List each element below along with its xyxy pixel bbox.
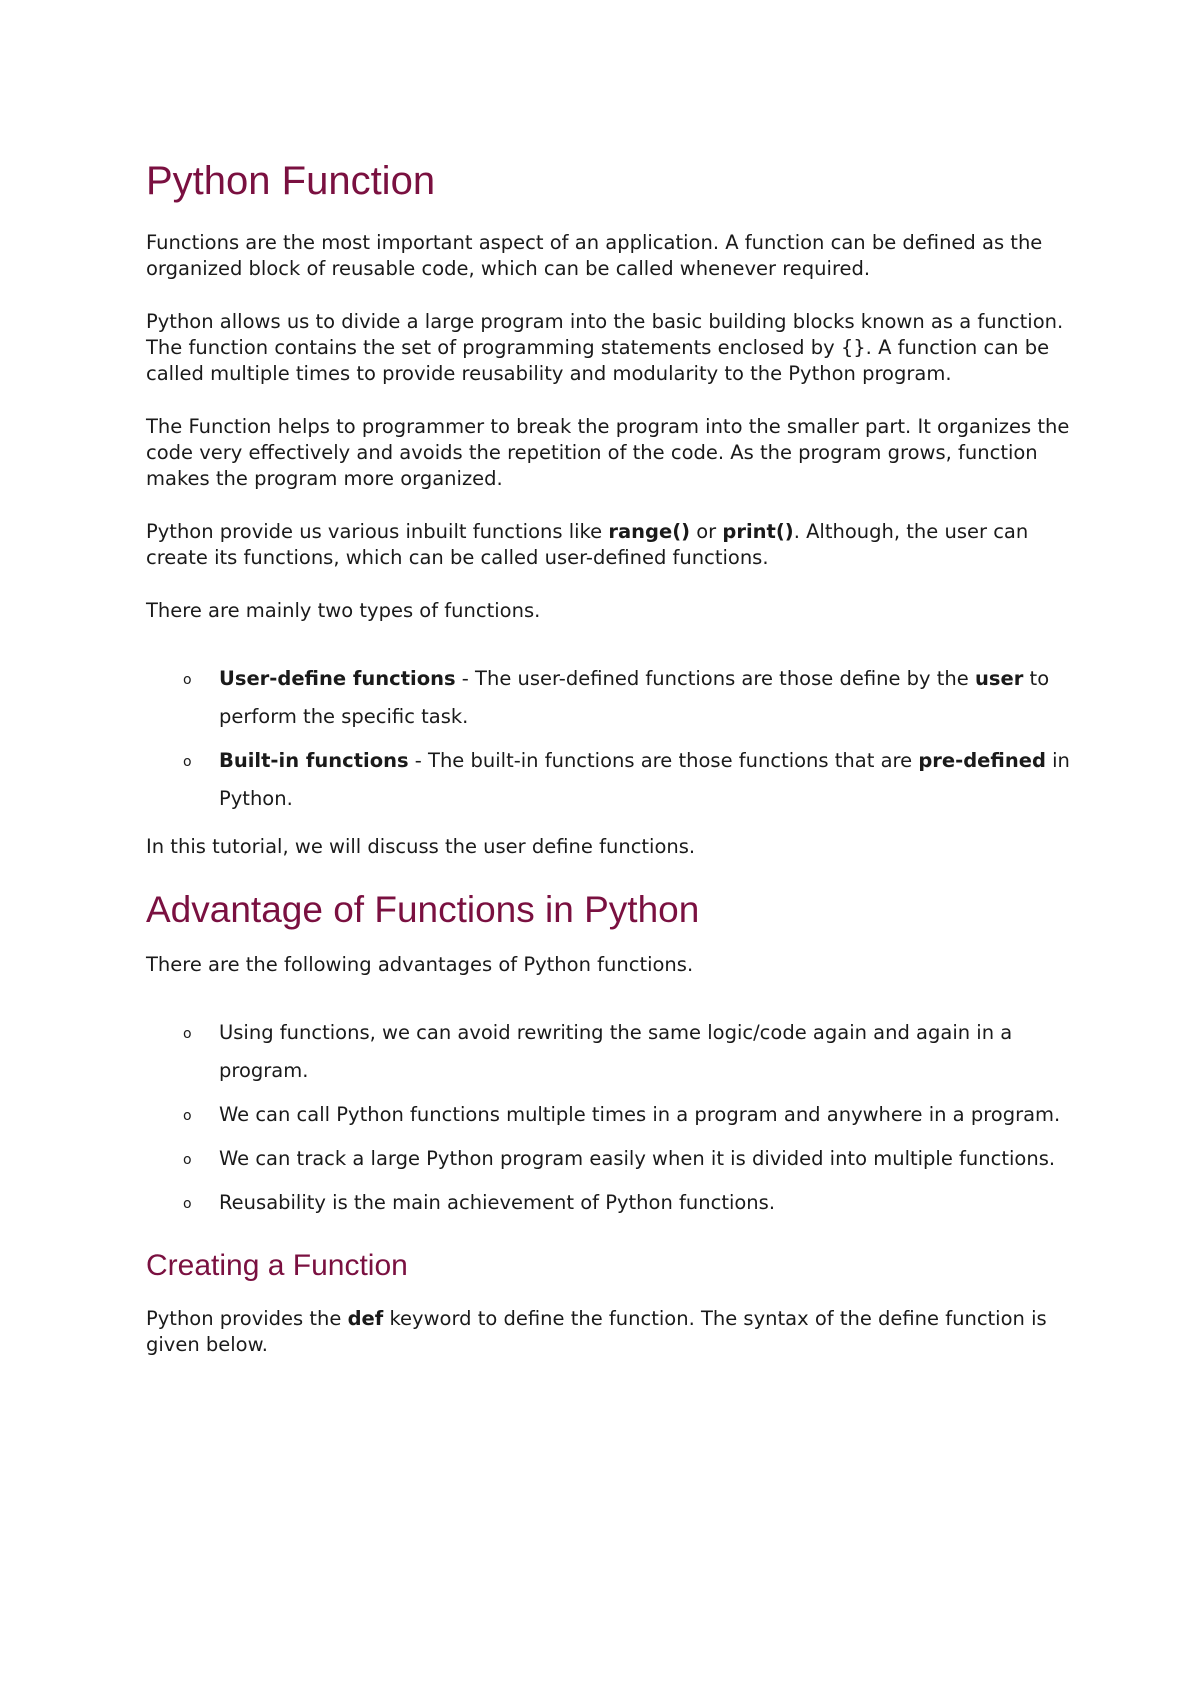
bullet-icon: o [183, 1108, 192, 1124]
creating-paragraph [146, 1306, 1076, 1358]
bullet-icon: o [183, 754, 192, 770]
document-page [146, 150, 1076, 1385]
intro-paragraph-6: In this tutorial, we will discuss the user define functions. [146, 835, 696, 858]
list-item [146, 1140, 1076, 1178]
intro-paragraph-3: The Function helps to programmer to break the program into the smaller part. It organizes the code very effectively and avoids the repetition of the code. As the program grows, function makes the program more organized. [146, 415, 1070, 490]
list-item-term: Built-in functions [219, 749, 409, 772]
intro-p4-after: . Although, the user can create its functions, which can be called user-defined functions. [146, 520, 1029, 569]
list-item [146, 1096, 1076, 1134]
list-item-strong: pre-defined [918, 749, 1046, 772]
intro-paragraph-1: Functions are the most important aspect of an application. A function can be defined as the organized block of reusable code, which can be called whenever required. [146, 231, 1043, 280]
advantage-heading: Advantage of Functions in Python [146, 889, 700, 930]
list-item-text-end: to perform the specific task. [219, 667, 1050, 728]
list-item [146, 1184, 1076, 1222]
list-item-text: Reusability is the main achievement of Python functions. [219, 1191, 776, 1214]
creating-p-before: Python provides the [146, 1307, 348, 1330]
intro-paragraph-5: There are mainly two types of functions. [146, 599, 541, 622]
list-item [146, 1014, 1076, 1090]
list-item-text: We can track a large Python program easily when it is divided into multiple functions. [219, 1147, 1056, 1170]
bullet-icon: o [183, 1026, 192, 1042]
intro-p4-mid: or [690, 520, 723, 543]
creating-p-after: keyword to define the function. The syntax of the define function is given below. [146, 1307, 1047, 1356]
list-item-text: We can call Python functions multiple times in a program and anywhere in a program. [219, 1103, 1061, 1126]
creating-heading: Creating a Function [146, 1249, 408, 1282]
bullet-icon: o [183, 1196, 192, 1212]
def-keyword: def [347, 1307, 384, 1330]
list-item-text: Using functions, we can avoid rewriting the same logic/code again and again in a program. [219, 1021, 1013, 1082]
list-item-term: User-define functions [219, 667, 456, 690]
range-function-name: range() [608, 520, 691, 543]
intro-paragraph-2: Python allows us to divide a large program into the basic building blocks known as a function. The function contains the set of programming statements enclosed by {}. A function can be called multiple times to provide reusability and modularity to the Python program. [146, 310, 1064, 385]
list-item-strong: user [975, 667, 1024, 690]
list-item [146, 742, 1076, 818]
list-item-text-end: in Python. [219, 749, 1070, 810]
bullet-icon: o [183, 1152, 192, 1168]
list-item-text: - The built-in functions are those functions that are [408, 749, 919, 772]
page-title: Python Function [146, 159, 436, 203]
bullet-icon: o [183, 672, 192, 688]
intro-p4-before: Python provide us various inbuilt functions like [146, 520, 609, 543]
list-item-text: - The user-defined functions are those define by the [455, 667, 975, 690]
function-types-list [146, 660, 1076, 818]
advantage-intro: There are the following advantages of Python functions. [146, 953, 694, 976]
print-function-name: print() [722, 520, 794, 543]
intro-paragraph-4 [146, 519, 1076, 571]
list-item [146, 660, 1076, 736]
advantages-list [146, 1014, 1076, 1222]
